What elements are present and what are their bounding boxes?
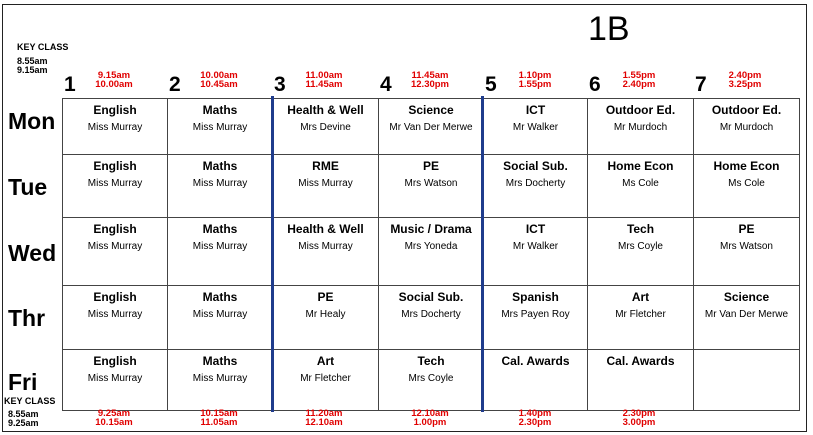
lesson-subject: ICT <box>525 222 546 236</box>
lesson-subject: Music / Drama <box>390 222 472 236</box>
period-end-time: 3.25pm <box>728 79 762 90</box>
period-end-time: 10.45am <box>200 79 238 90</box>
lesson-cell <box>168 350 273 411</box>
lesson-subject: Maths <box>202 290 238 304</box>
lesson-cell <box>273 286 379 350</box>
friday-start-time: 9.25am <box>97 408 131 419</box>
friday-end-time: 3.00pm <box>622 417 656 428</box>
lesson-cell <box>588 286 694 350</box>
lesson-subject: Science <box>408 103 454 117</box>
period-start-time: 2.40pm <box>728 70 762 81</box>
lesson-cell <box>273 155 379 218</box>
lesson-cell <box>379 155 484 218</box>
key-class-end-top: 9.15am <box>17 65 48 75</box>
lesson-teacher: Miss Murray <box>298 241 353 252</box>
lesson-subject: Tech <box>417 354 445 368</box>
lesson-teacher: Miss Murray <box>192 122 248 133</box>
period-end-time: 2.40pm <box>622 79 656 90</box>
lesson-teacher: Miss Murray <box>298 178 353 189</box>
lesson-subject: Social Sub. <box>503 159 568 173</box>
lesson-cell <box>63 99 168 155</box>
period-number: 6 <box>589 73 601 96</box>
lesson-cell <box>273 99 379 155</box>
key-class-start-bottom: 8.55am <box>8 409 39 419</box>
lesson-teacher: Mr Murdoch <box>613 122 668 133</box>
lesson-cell <box>694 155 800 218</box>
lesson-teacher: Miss Murray <box>87 122 143 133</box>
period-end-time: 1.55pm <box>518 79 552 90</box>
friday-end-time: 2.30pm <box>518 417 552 428</box>
lesson-subject: Art <box>316 354 335 368</box>
timetable-grid <box>62 98 800 411</box>
lesson-subject: Art <box>631 290 650 304</box>
period-end-time: 11.45am <box>305 79 343 90</box>
lesson-cell <box>484 155 588 218</box>
friday-end-time: 1.00pm <box>413 417 447 428</box>
timetable-row <box>63 286 800 350</box>
lesson-subject: Outdoor Ed. <box>605 103 676 117</box>
lesson-teacher: Miss Murray <box>192 309 248 320</box>
lesson-cell <box>484 218 588 286</box>
lesson-subject: Health & Well <box>287 222 364 236</box>
lesson-subject: English <box>93 159 137 173</box>
lesson-cell <box>273 350 379 411</box>
lesson-teacher: Mr Walker <box>512 122 559 133</box>
period-start-time: 11.00am <box>305 70 343 81</box>
friday-end-time: 10.15am <box>95 417 133 428</box>
day-label-mon: Mon <box>8 108 56 134</box>
lesson-subject: English <box>93 354 137 368</box>
lesson-teacher: Mrs Coyle <box>617 241 663 252</box>
lesson-cell <box>63 218 168 286</box>
class-title: 1B <box>588 10 630 48</box>
lesson-subject: Outdoor Ed. <box>711 103 782 117</box>
lesson-cell <box>168 218 273 286</box>
lesson-cell <box>484 350 588 411</box>
lesson-teacher: Mr Fletcher <box>615 309 666 320</box>
lesson-cell <box>379 218 484 286</box>
lesson-cell <box>588 99 694 155</box>
lesson-subject: English <box>93 290 137 304</box>
period-number: 7 <box>695 73 707 96</box>
lesson-subject: Maths <box>202 103 238 117</box>
period-end-time: 10.00am <box>95 79 133 90</box>
period-number: 2 <box>169 73 181 96</box>
key-class-end-bottom: 9.25am <box>8 418 39 428</box>
period-start-time: 1.10pm <box>518 70 552 81</box>
lesson-teacher: Ms Cole <box>728 178 765 189</box>
period-number: 1 <box>64 73 76 96</box>
break-divider-morning <box>271 96 274 412</box>
lesson-cell <box>63 286 168 350</box>
friday-start-time: 12.10am <box>411 408 449 419</box>
friday-start-time: 1.40pm <box>518 408 552 419</box>
friday-end-time: 11.05am <box>200 417 238 428</box>
lesson-subject: Home Econ <box>607 159 674 173</box>
day-label-tue: Tue <box>8 174 48 200</box>
timetable-row <box>63 218 800 286</box>
lesson-subject: PE <box>738 222 755 236</box>
friday-start-time: 2.30pm <box>622 408 656 419</box>
period-number: 5 <box>485 73 497 96</box>
lesson-teacher: Miss Murray <box>87 309 143 320</box>
period-start-time: 11.45am <box>411 70 449 81</box>
lesson-teacher: Mr Van Der Merwe <box>389 122 473 133</box>
lesson-subject: PE <box>422 159 439 173</box>
lesson-teacher: Mr Murdoch <box>719 122 774 133</box>
lesson-cell <box>694 99 800 155</box>
lesson-teacher: Ms Cole <box>622 178 659 189</box>
lesson-cell <box>273 218 379 286</box>
lesson-cell <box>588 155 694 218</box>
friday-start-time: 11.20am <box>305 408 343 419</box>
lesson-cell <box>379 350 484 411</box>
lesson-teacher: Mr Walker <box>512 241 559 252</box>
break-divider-lunch <box>481 96 484 412</box>
lesson-subject: Spanish <box>512 290 559 304</box>
lesson-teacher: Mrs Docherty <box>401 309 461 320</box>
lesson-subject: Social Sub. <box>398 290 464 304</box>
key-class-label-bottom: KEY CLASS <box>4 396 56 406</box>
lesson-teacher: Mr Van Der Merwe <box>704 309 789 320</box>
lesson-teacher: Miss Murray <box>87 178 143 189</box>
lesson-teacher: Mrs Payen Roy <box>501 309 570 320</box>
key-class-start-top: 8.55am <box>17 56 48 66</box>
lesson-cell <box>168 155 273 218</box>
lesson-subject: English <box>93 103 137 117</box>
lesson-cell <box>484 99 588 155</box>
day-label-wed: Wed <box>8 240 57 266</box>
lesson-cell <box>694 218 800 286</box>
period-number: 4 <box>380 73 392 96</box>
day-label-thr: Thr <box>8 305 46 331</box>
lesson-teacher: Mrs Watson <box>404 178 458 189</box>
key-class-label-top: KEY CLASS <box>17 42 69 52</box>
lesson-teacher: Mrs Devine <box>300 122 351 133</box>
lesson-teacher: Miss Murray <box>87 241 143 252</box>
lesson-cell <box>588 218 694 286</box>
lesson-teacher: Miss Murray <box>87 373 143 384</box>
lesson-teacher: Mrs Coyle <box>408 373 454 384</box>
day-label-fri: Fri <box>8 369 38 395</box>
lesson-cell <box>588 350 694 411</box>
lesson-subject: Maths <box>202 354 238 368</box>
timetable-row <box>63 350 800 411</box>
lesson-teacher: Mrs Yoneda <box>404 241 458 252</box>
period-number: 3 <box>274 73 286 96</box>
lesson-cell <box>379 99 484 155</box>
lesson-cell <box>694 286 800 350</box>
lesson-cell <box>168 99 273 155</box>
lesson-teacher: Mrs Watson <box>720 241 773 252</box>
lesson-subject: Health & Well <box>287 103 364 117</box>
timetable-row <box>63 155 800 218</box>
lesson-cell <box>484 286 588 350</box>
lesson-teacher: Mrs Docherty <box>505 178 566 189</box>
lesson-subject: RME <box>312 159 339 173</box>
lesson-teacher: Mr Healy <box>305 309 346 320</box>
lesson-subject: Tech <box>626 222 655 236</box>
lesson-cell <box>694 350 800 411</box>
lesson-cell <box>379 286 484 350</box>
timetable-row <box>63 99 800 155</box>
lesson-teacher: Miss Murray <box>192 373 248 384</box>
period-start-time: 10.00am <box>200 70 238 81</box>
lesson-cell <box>168 286 273 350</box>
lesson-cell <box>63 350 168 411</box>
lesson-teacher: Miss Murray <box>192 241 248 252</box>
friday-start-time: 10.15am <box>200 408 238 419</box>
lesson-subject: PE <box>317 290 334 304</box>
lesson-teacher: Miss Murray <box>192 178 248 189</box>
friday-end-time: 12.10am <box>305 417 343 428</box>
lesson-subject: English <box>93 222 137 236</box>
lesson-subject: ICT <box>525 103 546 117</box>
lesson-subject: Cal. Awards <box>606 354 675 368</box>
lesson-teacher: Mr Fletcher <box>300 373 351 384</box>
lesson-cell <box>63 155 168 218</box>
lesson-subject: Home Econ <box>713 159 780 173</box>
period-end-time: 12.30pm <box>410 79 450 90</box>
lesson-subject: Maths <box>202 222 238 236</box>
lesson-subject: Maths <box>202 159 238 173</box>
period-start-time: 9.15am <box>97 70 131 81</box>
period-start-time: 1.55pm <box>622 70 656 81</box>
lesson-subject: Cal. Awards <box>501 354 570 368</box>
lesson-subject: Science <box>723 290 770 304</box>
